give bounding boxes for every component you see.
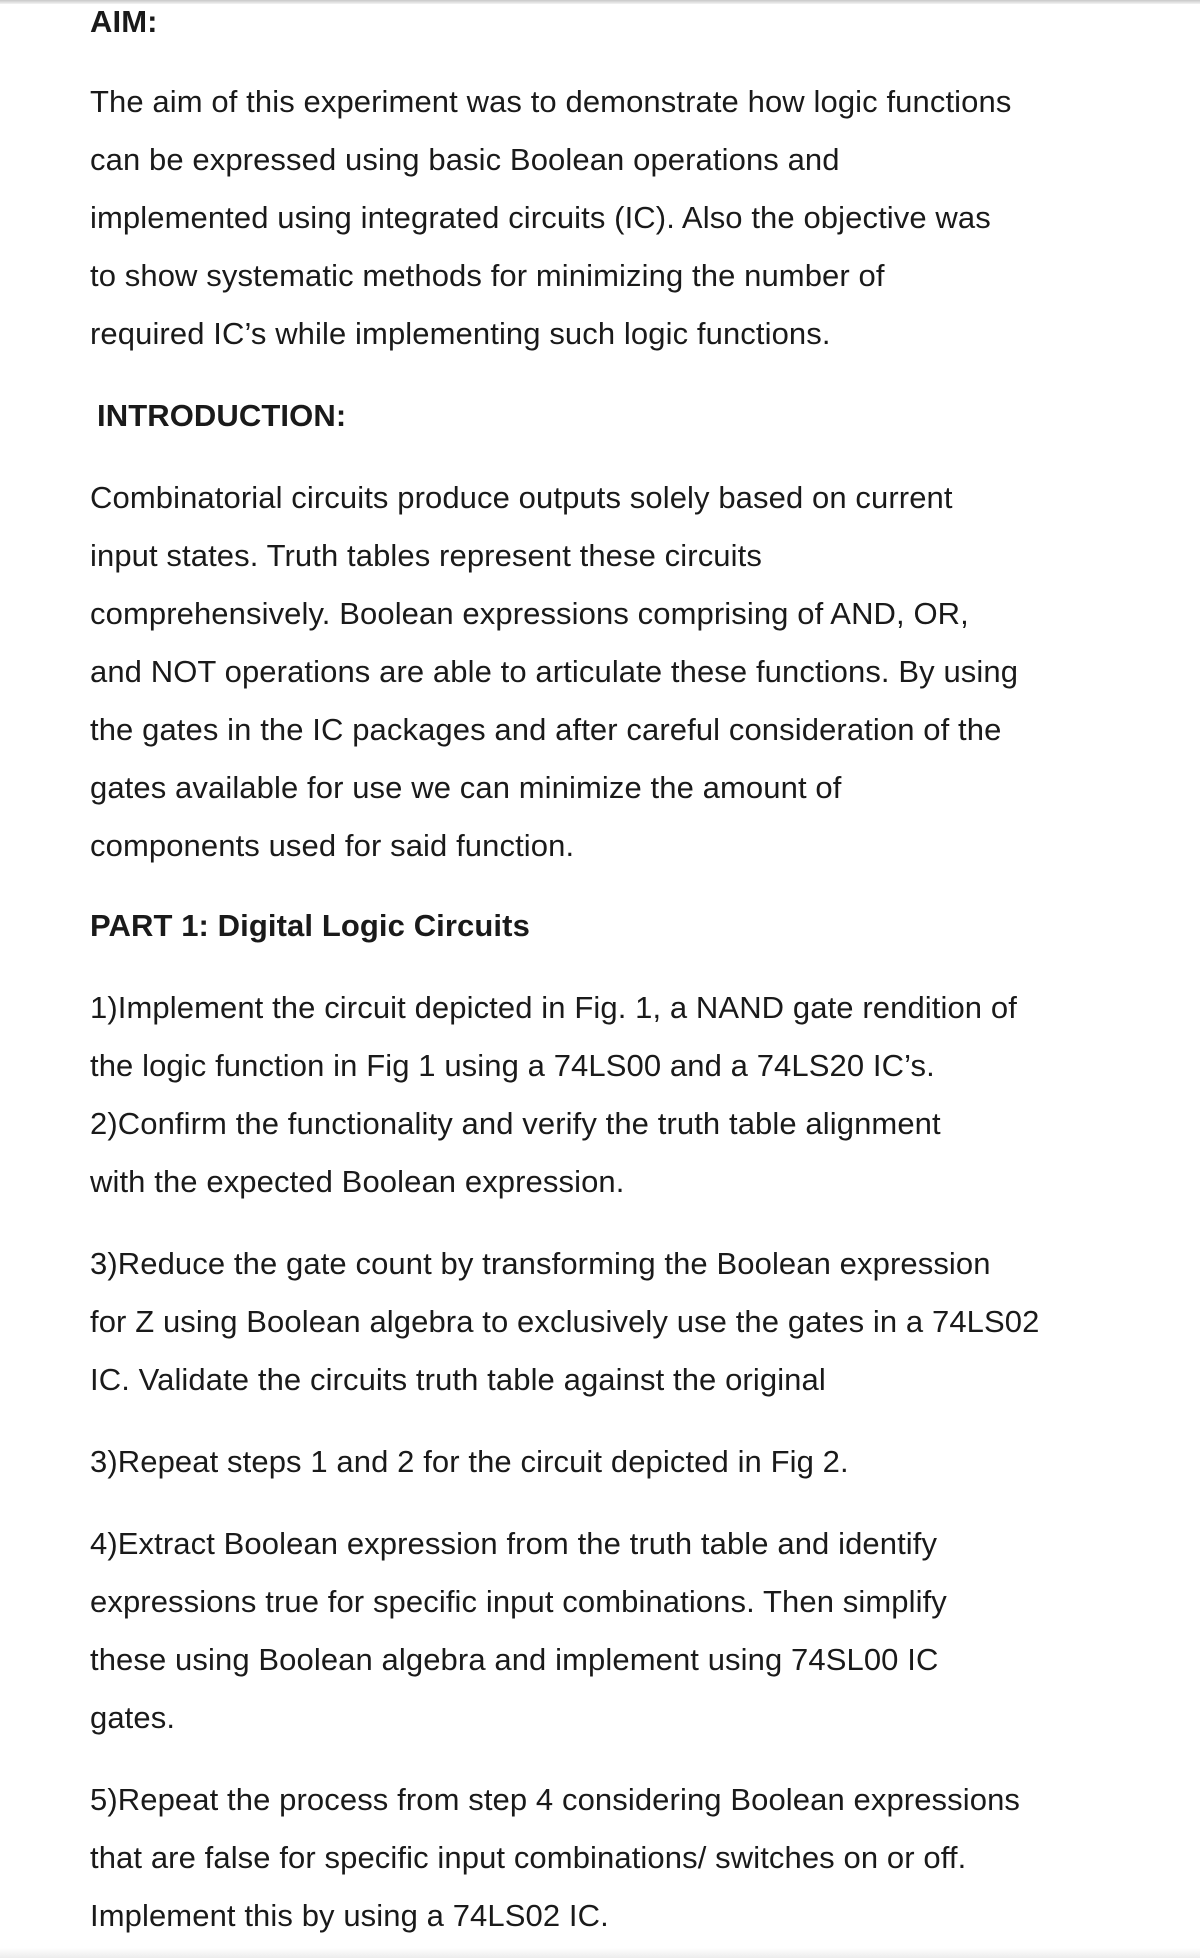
paragraph-line: components used for said function.	[90, 828, 575, 863]
paragraph-line: expressions true for specific input combinations. Then simplify	[90, 1584, 947, 1619]
window-top-edge	[0, 0, 1200, 4]
paragraph-line: 3)Repeat steps 1 and 2 for the circuit depicted in Fig 2.	[90, 1444, 849, 1479]
paragraph-line: 4)Extract Boolean expression from the truth table and identify	[90, 1526, 938, 1561]
paragraph-line: gates available for use we can minimize the amount of	[90, 770, 842, 805]
paragraph-line: can be expressed using basic Boolean operations and	[90, 142, 840, 177]
paragraph-line: and NOT operations are able to articulate these functions. By using	[90, 654, 1019, 689]
paragraph-line: input states. Truth tables represent these circuits	[90, 538, 762, 573]
paragraph-line: The aim of this experiment was to demonstrate how logic functions	[90, 84, 1012, 119]
paragraph-line: 2)Confirm the functionality and verify the truth table alignment	[90, 1106, 941, 1141]
introduction-heading: INTRODUCTION:	[97, 398, 347, 433]
paragraph-line: with the expected Boolean expression.	[90, 1164, 625, 1199]
paragraph-line: Combinatorial circuits produce outputs solely based on current	[90, 480, 953, 515]
paragraph-line: these using Boolean algebra and implement using 74SL00 IC	[90, 1642, 939, 1677]
paragraph-line: that are false for specific input combinations/ switches on or off.	[90, 1840, 967, 1875]
paragraph-line: required IC’s while implementing such logic functions.	[90, 316, 831, 351]
aim-heading: AIM:	[90, 4, 158, 39]
paragraph-line: comprehensively. Boolean expressions comprising of AND, OR,	[90, 596, 969, 631]
paragraph-line: the gates in the IC packages and after careful consideration of the	[90, 712, 1002, 747]
part1-heading: PART 1: Digital Logic Circuits	[90, 908, 530, 943]
paragraph-line: 3)Reduce the gate count by transforming the Boolean expression	[90, 1246, 991, 1281]
paragraph-line: implemented using integrated circuits (IC). Also the objective was	[90, 200, 991, 235]
window-bottom-edge	[0, 1948, 1200, 1958]
paragraph-line: the logic function in Fig 1 using a 74LS00 and a 74LS20 IC’s.	[90, 1048, 935, 1083]
paragraph-line: 1)Implement the circuit depicted in Fig. 1, a NAND gate rendition of	[90, 990, 1017, 1025]
paragraph-line: for Z using Boolean algebra to exclusively use the gates in a 74LS02	[90, 1304, 1040, 1339]
paragraph-line: gates.	[90, 1700, 176, 1735]
paragraph-line: to show systematic methods for minimizing the number of	[90, 258, 885, 293]
paragraph-line: IC. Validate the circuits truth table against the original	[90, 1362, 826, 1397]
paragraph-line: Implement this by using a 74LS02 IC.	[90, 1898, 609, 1933]
paragraph-line: 5)Repeat the process from step 4 considering Boolean expressions	[90, 1782, 1021, 1817]
